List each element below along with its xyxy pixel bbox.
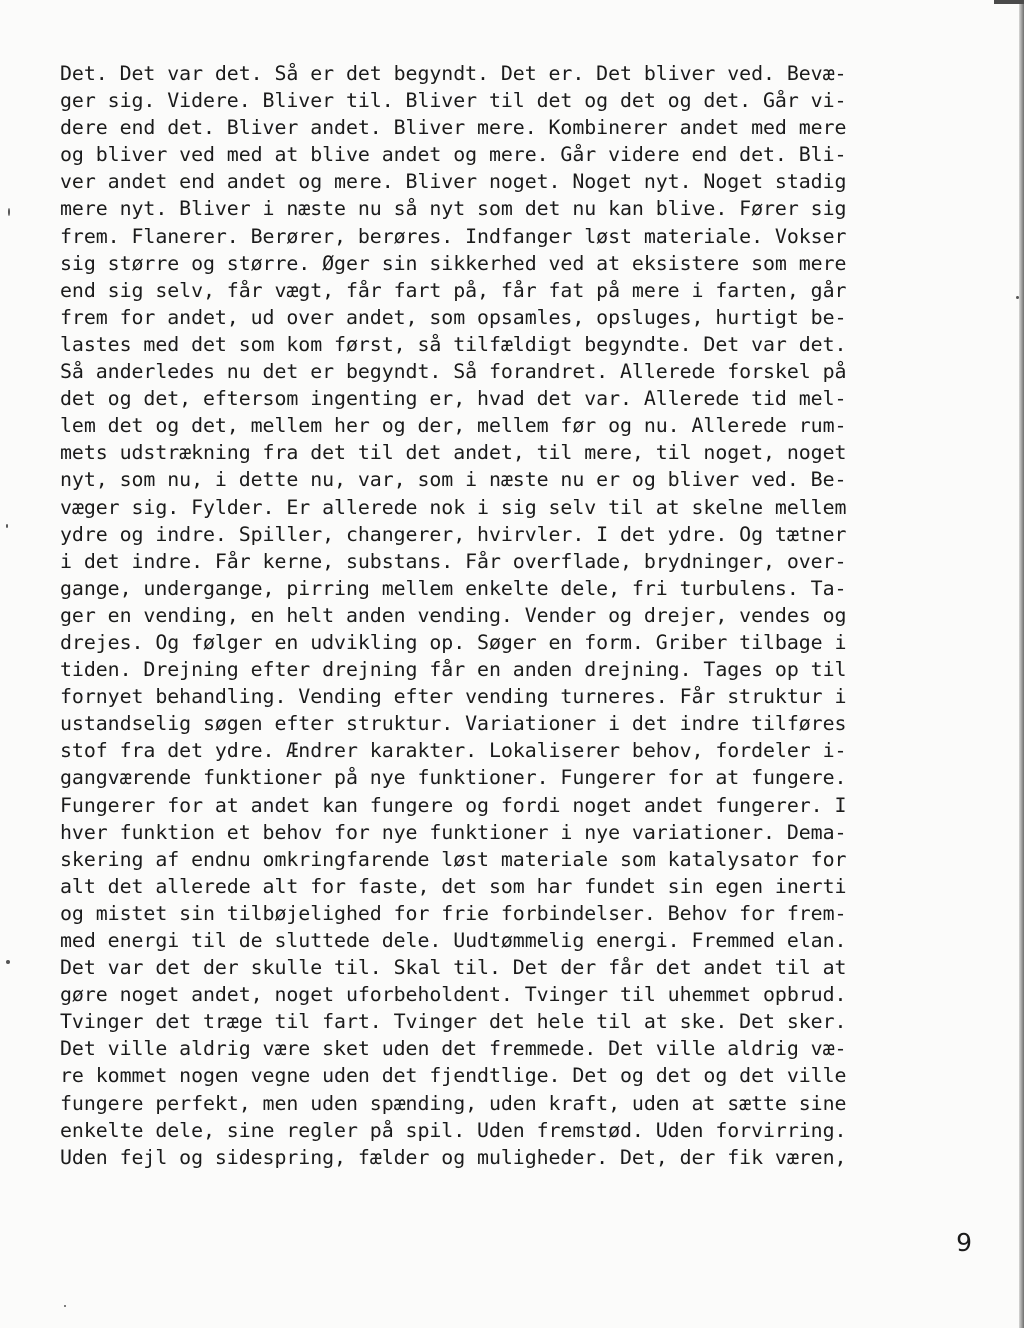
page-edge-mark [994, 0, 1024, 4]
text-line: skering af endnu omkringfarende løst materiale som katalysator for [60, 847, 847, 871]
text-line: med energi til de sluttede dele. Uudtømmelig energi. Fremmed elan. [60, 929, 847, 952]
text-line: tiden. Drejning efter drejning får en anden drejning. Tages op til [60, 658, 847, 682]
text-line: ver andet end andet og mere. Bliver noget. Noget nyt. Noget stadig [60, 170, 847, 194]
text-line: Det. Det var det. Så er det begyndt. Det er. Det bliver ved. Bevæ- [60, 62, 847, 85]
text-line: Det ville aldrig være sket uden det fremmede. Det ville aldrig væ- [60, 1037, 847, 1061]
text-line: stof fra det ydre. Ændrer karakter. Lokaliserer behov, fordeler i- [60, 739, 847, 763]
text-line: væger sig. Fylder. Er allerede nok i sig selv til at skelne mellem [60, 495, 847, 519]
text-line: lastes med det som kom først, så tilfældigt begyndte. Det var det. [60, 332, 847, 356]
text-line: lem det og det, mellem her og der, mellem før og nu. Allerede rum- [60, 414, 847, 438]
paper-speck [6, 960, 10, 964]
text-line: og bliver ved med at blive andet og mere. Går videre end det. Bli- [60, 143, 847, 167]
text-line: Fungerer for at andet kan fungere og fordi noget andet fungerer. I [60, 793, 847, 817]
text-line: Det var det der skulle til. Skal til. Det der får det andet til at [60, 956, 847, 980]
text-line: ger sig. Videre. Bliver til. Bliver til det og det og det. Går vi- [60, 89, 847, 113]
text-line: ydre og indre. Spiller, changerer, hvirvler. I det ydre. Og tætner [60, 522, 847, 546]
text-line: det og det, eftersom ingenting er, hvad det var. Allerede tid mel- [60, 387, 847, 411]
text-line: i det indre. Får kerne, substans. Får overflade, brydninger, over- [60, 549, 847, 573]
page-edge-shadow [1019, 0, 1024, 1328]
text-line: Tvinger det træge til fart. Tvinger det hele til at ske. Det sker. [60, 1010, 847, 1034]
text-line: frem. Flanerer. Berører, berøres. Indfanger løst materiale. Vokser [60, 224, 847, 248]
text-line: gangværende funktioner på nye funktioner. Fungerer for at fungere. [60, 766, 847, 790]
text-line: mere nyt. Bliver i næste nu så nyt som det nu kan blive. Fører sig [60, 197, 847, 221]
text-line: drejes. Og følger en udvikling op. Søger en form. Griber tilbage i [60, 630, 847, 654]
paper-speck [6, 524, 8, 528]
text-line: mets udstrækning fra det til det andet, til mere, til noget, noget [60, 441, 847, 465]
text-line: hver funktion et behov for nye funktioner i nye variationer. Dema- [60, 820, 847, 844]
text-line: sig større og større. Øger sin sikkerhed ved at eksistere som mere [60, 251, 847, 275]
text-line: frem for andet, ud over andet, som opsamles, opsluges, hurtigt be- [60, 305, 847, 329]
page-number: 9 [956, 1228, 972, 1257]
text-line: enkelte dele, sine regler på spil. Uden fremstød. Uden forvirring. [60, 1118, 847, 1142]
body-text [60, 60, 980, 1171]
text-line: gøre noget andet, noget uforbeholdent. Tvinger til uhemmet opbrud. [60, 983, 847, 1007]
text-line: Så anderledes nu det er begyndt. Så forandret. Allerede forskel på [60, 360, 847, 384]
paper-speck [1016, 296, 1019, 299]
text-line: nyt, som nu, i dette nu, var, som i næste nu er og bliver ved. Be- [60, 468, 847, 492]
paper-speck [8, 208, 10, 216]
text-line: dere end det. Bliver andet. Bliver mere. Kombinerer andet med mere [60, 116, 847, 140]
text-line: Uden fejl og sidespring, fælder og muligheder. Det, der fik væren, [60, 1145, 847, 1169]
text-line: end sig selv, får vægt, får fart på, får fat på mere i farten, går [60, 278, 847, 302]
text-line: ustandselig søgen efter struktur. Variationer i det indre tilføres [60, 712, 847, 736]
text-line: og mistet sin tilbøjelighed for frie forbindelser. Behov for frem- [60, 901, 847, 925]
text-line: ger en vending, en helt anden vending. Vender og drejer, vendes og [60, 603, 847, 627]
text-line: re kommet nogen vegne uden det fjendtlige. Det og det og det ville [60, 1064, 847, 1088]
text-line: gange, undergange, pirring mellem enkelte dele, fri turbulens. Ta- [60, 576, 847, 600]
text-line: fungere perfekt, men uden spænding, uden kraft, uden at sætte sine [60, 1091, 847, 1115]
paper-speck [64, 1305, 66, 1307]
text-line: alt det allerede alt for faste, det som har fundet sin egen inerti [60, 874, 847, 898]
text-line: fornyet behandling. Vending efter vending turneres. Får struktur i [60, 685, 847, 709]
